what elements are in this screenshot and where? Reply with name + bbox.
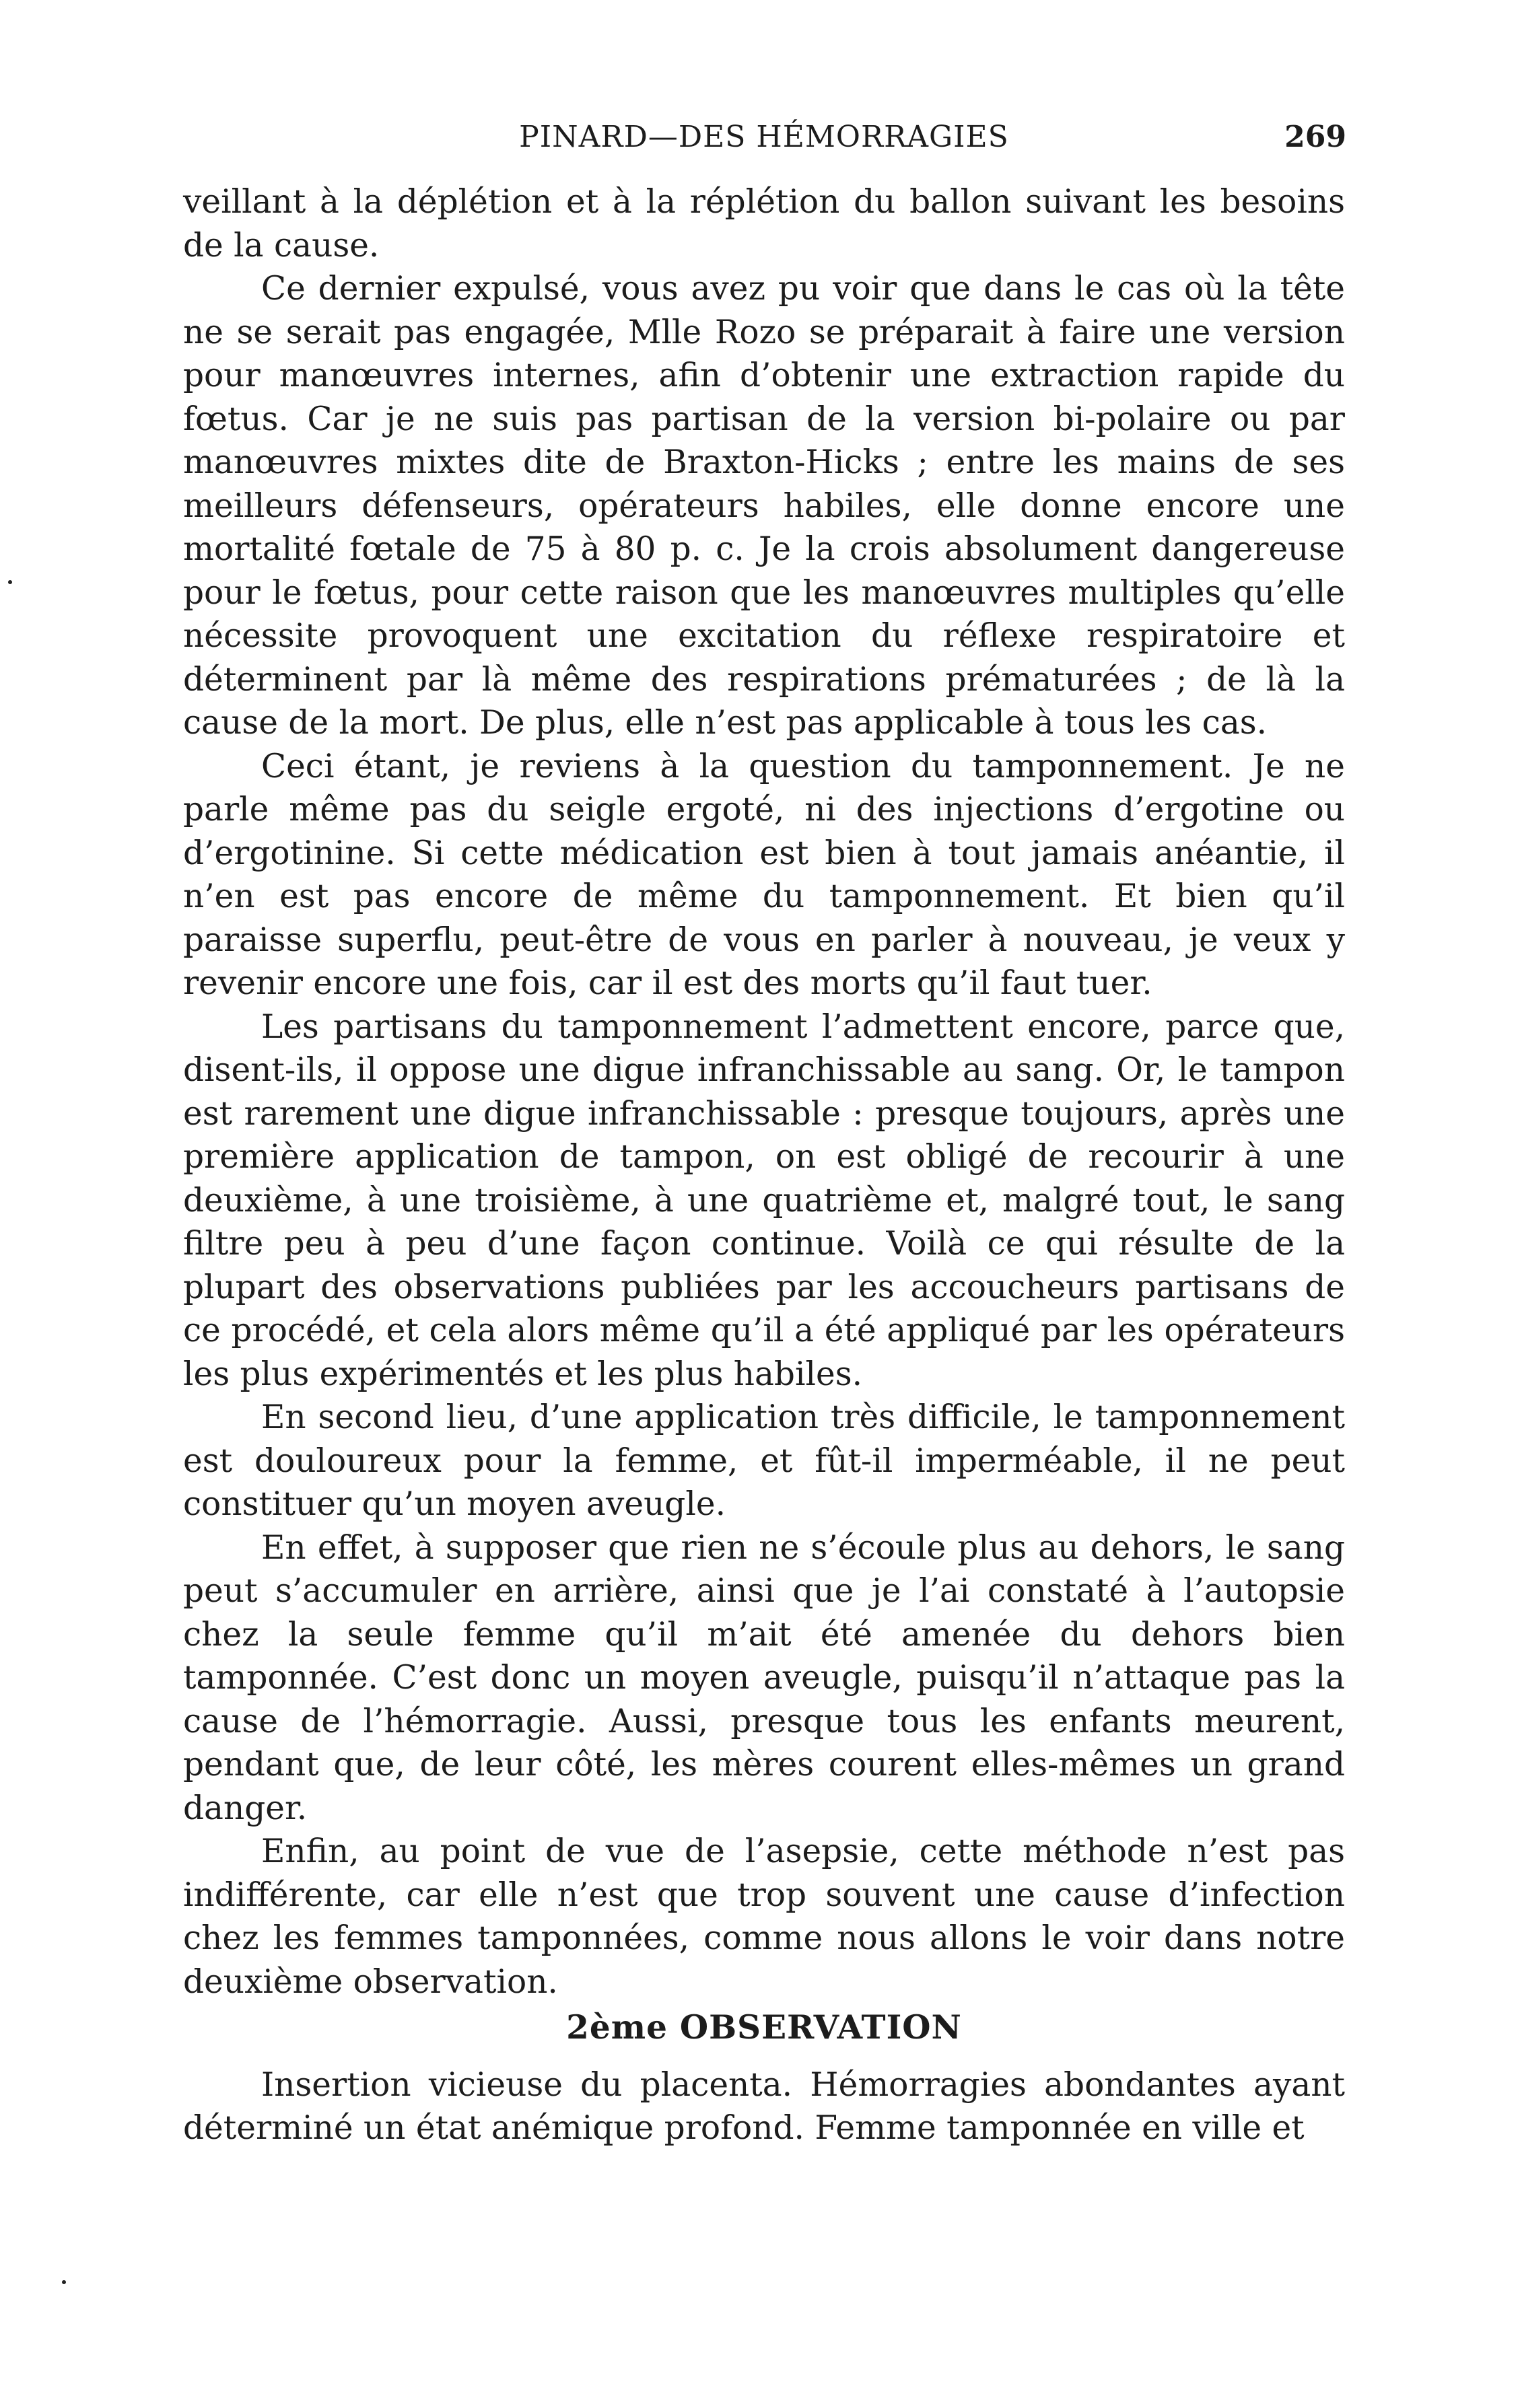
running-title: PINARD—DES HÉMORRAGIES bbox=[519, 120, 1009, 154]
body-text bbox=[183, 180, 1345, 2150]
paragraph: En second lieu, d’une application très difficile, le tamponnement est douloureux pour la femme, et fût-il imperméable, il ne peut constituer qu’un moyen aveugle. bbox=[183, 1398, 1345, 1523]
page-header bbox=[182, 120, 1346, 160]
paragraph: En effet, à supposer que rien ne s’écoule plus au dehors, le sang peut s’accumuler en arrière, ainsi que je l’ai constaté à l’autopsie chez la seule femme qu’il m’ait été amenée du dehors bien tamponnée. C’est donc un moyen aveugle, puisqu’il n’attaque pas la cause de l’hémorragie. Aussi, presque tous les enfants meurent, pendant que, de leur côté, les mères courent elles-mêmes un grand danger. bbox=[183, 1528, 1345, 1827]
scan-speck bbox=[8, 580, 12, 584]
paragraph: Enfin, au point de vue de l’asepsie, cette méthode n’est pas indifférente, car elle n’est que trop souvent une cause d’infection chez les femmes tamponnées, comme nous allons le voir dans notre deuxième observation. bbox=[183, 1833, 1345, 2001]
scan-speck bbox=[62, 2280, 66, 2284]
paragraph-continuation: veillant à la déplétion et à la réplétion du ballon suivant les besoins de la cause. bbox=[183, 183, 1345, 264]
observation-paragraph: Insertion vicieuse du placenta. Hémorragies abondantes ayant déterminé un état anémique profond. Femme tamponnée en ville et bbox=[183, 2065, 1345, 2147]
section-heading: 2ème OBSERVATION bbox=[566, 2008, 962, 2047]
paragraph: Les partisans du tamponnement l’admettent encore, parce que, disent-ils, il oppose une digue infranchissable au sang. Or, le tampon est rarement une digue infranchissable : presque toujours, après une première application de tampon, on est obligé de recourir à une deuxième, à une troisième, à une quatrième et, malgré tout, le sang filtre peu à peu d’une façon continue. Voilà ce qui résulte de la plupart des observations publiées par les accoucheurs partisans de ce procédé, et cela alors même qu’il a été appliqué par les opérateurs les plus expérimentés et les plus habiles. bbox=[183, 1007, 1345, 1393]
paragraph: Ce dernier expulsé, vous avez pu voir que dans le cas où la tête ne se serait pas engagée, Mlle Rozo se préparait à faire une version pour manœuvres internes, afin d’obtenir une extraction rapide du fœtus. Car je ne suis pas partisan de la version bi-polaire ou par manœuvres mixtes dite de Braxton-Hicks ; entre les mains de ses meilleurs défenseurs, opérateurs habiles, elle donne encore une mortalité fœtale de 75 à 80 p. c. Je la crois absolument dangereuse pour le fœtus, pour cette raison que les manœuvres multiples qu’elle nécessite provoquent une excitation du réflexe respiratoire et déterminent par là même des respirations prématurées ; de là la cause de la mort. De plus, elle n’est pas applicable à tous les cas. bbox=[183, 270, 1345, 742]
page-number: 269 bbox=[1284, 120, 1346, 154]
paragraph: Ceci étant, je reviens à la question du tamponnement. Je ne parle même pas du seigle ergoté, ni des injections d’ergotine ou d’ergotinine. Si cette médication est bien à tout jamais anéantie, il n’en est pas encore de même du tamponnement. Et bien qu’il paraisse superflu, peut-être de vous en parler à nouveau, je veux y revenir encore une fois, car il est des morts qu’il faut tuer. bbox=[183, 747, 1345, 1002]
